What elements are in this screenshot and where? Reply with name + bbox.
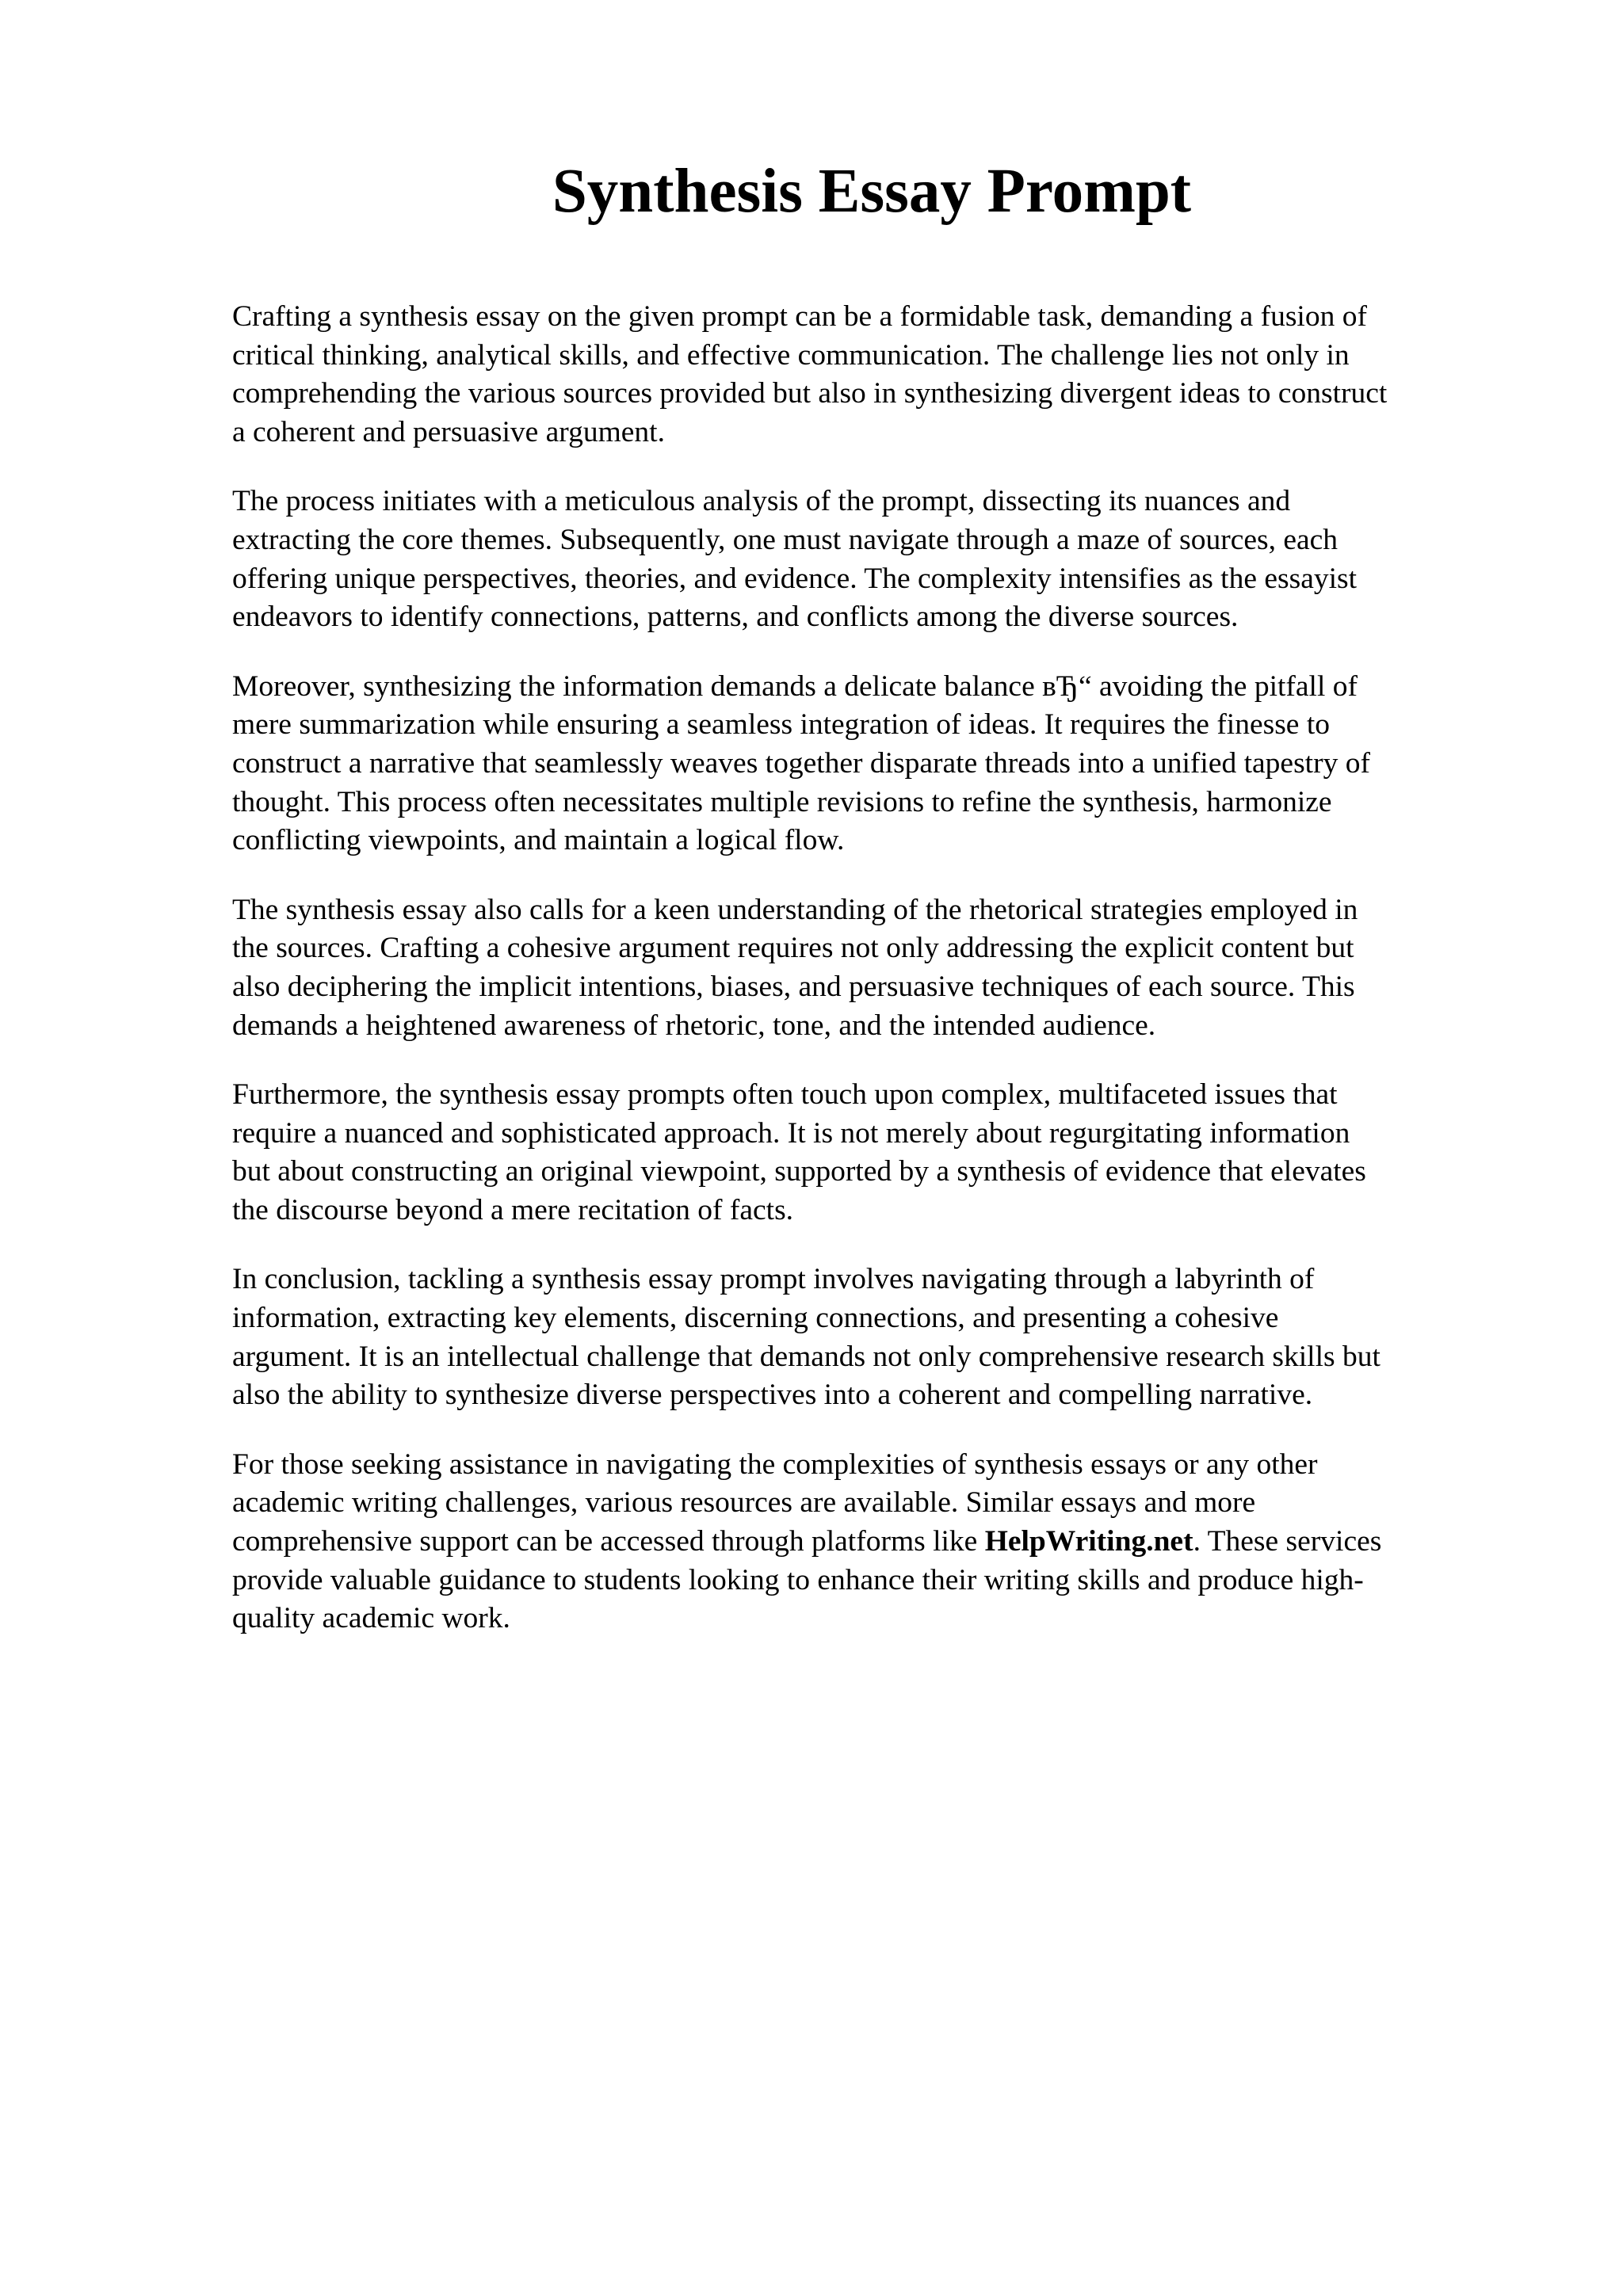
body-paragraph [232, 482, 1532, 636]
document-body [232, 298, 1532, 1669]
paragraph-line: provide valuable guidance to students looking to enhance their writing skills and produce high- [232, 1563, 1364, 1596]
paragraph-line: require a nuanced and sophisticated approach. It is not merely about regurgitating information [232, 1116, 1350, 1150]
paragraph-line: endeavors to identify connections, patterns, and conflicts among the diverse sources. [232, 601, 1239, 634]
paragraph-line: extracting the core themes. Subsequently, one must navigate through a maze of sources, each [232, 523, 1338, 556]
paragraph-line: but about constructing an original viewpoint, supported by a synthesis of evidence that elevates [232, 1155, 1366, 1188]
paragraph-line: Moreover, synthesizing the information demands a delicate balance вЂ“ avoiding the pitfall of [232, 669, 1358, 703]
body-paragraph [232, 668, 1532, 860]
closing-text-before-link: comprehensive support can be accessed through platforms like [232, 1525, 985, 1558]
body-paragraph [232, 298, 1532, 452]
paragraph-line: also deciphering the implicit intentions, biases, and persuasive techniques of each source. This [232, 970, 1355, 1003]
paragraph-line: information, extracting key elements, discerning connections, and presenting a cohesive [232, 1302, 1279, 1335]
paragraph-line: critical thinking, analytical skills, and effective communication. The challenge lies not only in [232, 338, 1350, 372]
paragraph-line: comprehending the various sources provided but also in synthesizing divergent ideas to construct [232, 377, 1388, 410]
paragraph-line: offering unique perspectives, theories, and evidence. The complexity intensifies as the essayist [232, 562, 1358, 595]
paragraph-line: academic writing challenges, various resources are available. Similar essays and more [232, 1486, 1256, 1520]
document-title: Synthesis Essay Prompt [552, 157, 1192, 226]
paragraph-line: demands a heightened awareness of rhetoric, tone, and the intended audience. [232, 1009, 1156, 1042]
paragraph-line [232, 1523, 1532, 1562]
paragraph-line: quality academic work. [232, 1602, 510, 1635]
paragraph-line: thought. This process often necessitates multiple revisions to refine the synthesis, harmonize [232, 785, 1332, 818]
paragraph-line: Furthermore, the synthesis essay prompts often touch upon complex, multifaceted issues that [232, 1078, 1338, 1112]
paragraph-line: The process initiates with a meticulous analysis of the prompt, dissecting its nuances and [232, 485, 1291, 518]
paragraph-line: mere summarization while ensuring a seamless integration of ideas. It requires the finesse to [232, 708, 1330, 742]
paragraph-line: construct a narrative that seamlessly weaves together disparate threads into a unified tapestry of [232, 746, 1370, 780]
body-paragraph [232, 891, 1532, 1045]
paragraph-line: Crafting a synthesis essay on the given prompt can be a formidable task, demanding a fusion of [232, 300, 1367, 333]
body-paragraph [232, 1076, 1532, 1230]
paragraph-line: also the ability to synthesize diverse perspectives into a coherent and compelling narrative. [232, 1379, 1313, 1412]
paragraph-line: a coherent and persuasive argument. [232, 415, 665, 448]
paragraph-line: The synthesis essay also calls for a keen understanding of the rhetorical strategies employed in [232, 893, 1358, 926]
paragraph-list [232, 298, 1532, 1415]
paragraph-line: the sources. Crafting a cohesive argument requires not only addressing the explicit content but [232, 932, 1354, 965]
paragraph-line: conflicting viewpoints, and maintain a logical flow. [232, 824, 845, 857]
body-paragraph [232, 1261, 1532, 1414]
paragraph-line: the discourse beyond a mere recitation of facts. [232, 1193, 794, 1226]
paragraph-line: For those seeking assistance in navigating the complexities of synthesis essays or any other [232, 1447, 1318, 1481]
closing-text-after-link: . These services [1193, 1525, 1382, 1558]
closing-paragraph [232, 1446, 1532, 1638]
paragraph-line: In conclusion, tackling a synthesis essay prompt involves navigating through a labyrinth of [232, 1263, 1315, 1296]
helpwriting-brand: HelpWriting.net [984, 1525, 1193, 1558]
paragraph-line: argument. It is an intellectual challenge that demands not only comprehensive research skills but [232, 1340, 1381, 1373]
